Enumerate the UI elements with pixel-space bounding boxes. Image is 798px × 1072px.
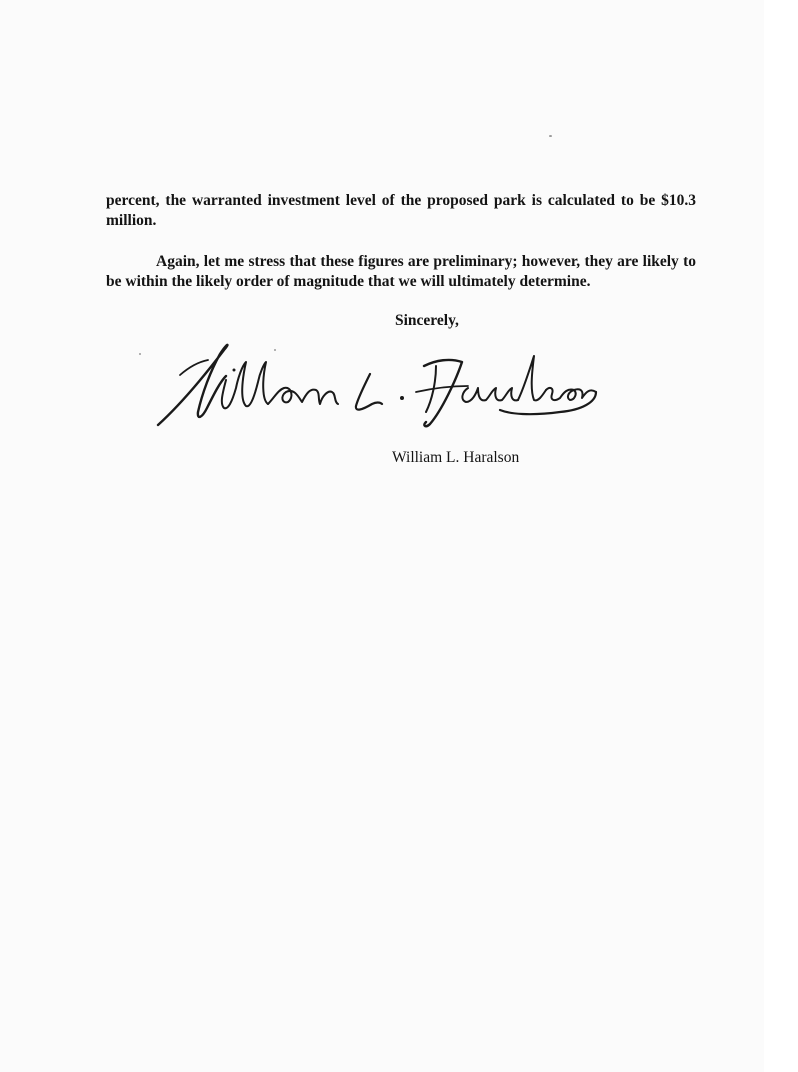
body-paragraph-2: Again, let me stress that these figures are preliminary; however, they are likely to be within the likely order of magnitude that we will ultimately determine. [106,253,696,290]
scan-speck [549,135,552,137]
signer-name: William L. Haralson [392,449,520,466]
handwritten-signature [150,340,600,440]
page-margin [764,0,798,1072]
body-paragraph-1: percent, the warranted investment level of the proposed park is calculated to be $10.3 million. [106,192,696,229]
scan-speck [139,353,141,355]
closing-salutation: Sincerely, [395,312,459,329]
